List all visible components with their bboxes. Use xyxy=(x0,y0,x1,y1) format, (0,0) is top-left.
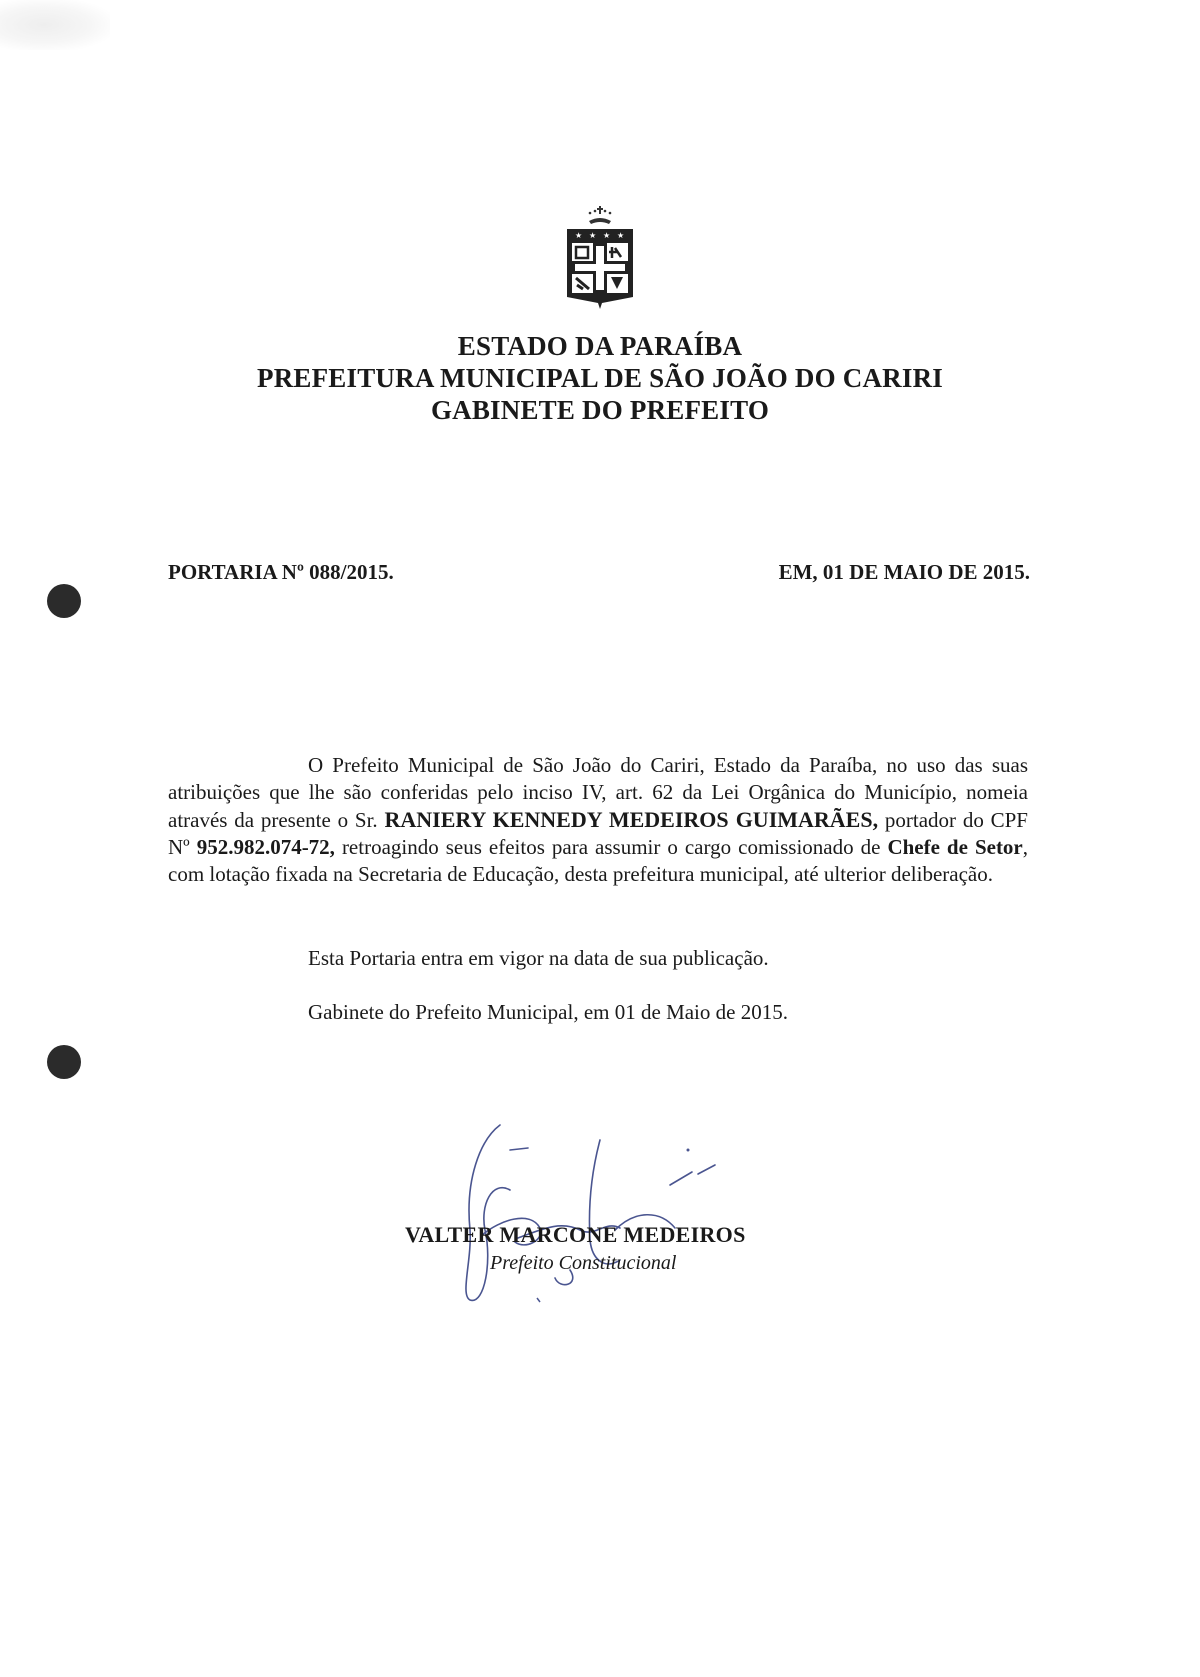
p1-closing: , com lotação fixada na Secretaria de Educação, desta prefeitura municipal, até ulterior deliberação. xyxy=(168,835,1029,886)
svg-text:★: ★ xyxy=(617,231,625,240)
document-header xyxy=(0,330,1200,426)
header-office: GABINETE DO PREFEITO xyxy=(430,395,770,425)
p1-role-intro: retroagindo seus efeitos para assumir o cargo comissionado de xyxy=(334,835,888,859)
municipal-crest-icon xyxy=(555,205,645,330)
scan-smudge xyxy=(0,0,110,50)
p1-cpf-label: portador do CPF Nº xyxy=(168,808,1028,859)
signer-title: Prefeito Constitucional xyxy=(490,1252,677,1274)
header-state: ESTADO DA PARAÍBA xyxy=(457,331,743,361)
body-paragraph-3: Gabinete do Prefeito Municipal, em 01 de Maio de 2015. xyxy=(308,1000,788,1024)
signer-name: VALTER MARCONE MEDEIROS xyxy=(405,1222,746,1247)
portaria-number: PORTARIA Nº 088/2015. xyxy=(168,560,394,584)
appointee-role: Chefe de Setor xyxy=(887,835,1023,859)
handwritten-signature xyxy=(430,1110,770,1310)
punch-hole-bottom xyxy=(47,1045,81,1079)
appointee-cpf: 952.982.074-72, xyxy=(196,835,335,859)
body-paragraph-1 xyxy=(168,752,1028,888)
svg-text:★: ★ xyxy=(589,231,597,240)
appointee-name: RANIERY KENNEDY MEDEIROS GUIMARÃES, xyxy=(384,807,879,832)
header-municipality: PREFEITURA MUNICIPAL DE SÃO JOÃO DO CARIRI xyxy=(257,363,943,393)
portaria-date: EM, 01 DE MAIO DE 2015. xyxy=(778,560,1030,584)
svg-text:★: ★ xyxy=(603,231,611,240)
punch-hole-top xyxy=(47,584,81,618)
p1-intro: O Prefeito Municipal de São João do Cariri, Estado da Paraíba, no uso das suas atribuições que lhe são conferidas pelo inciso IV, art. 62 da Lei Orgânica do Município, nomeia através da presente o Sr. xyxy=(168,753,1028,832)
body-paragraph-2: Esta Portaria entra em vigor na data de sua publicação. xyxy=(308,946,769,970)
svg-text:★: ★ xyxy=(575,231,583,240)
